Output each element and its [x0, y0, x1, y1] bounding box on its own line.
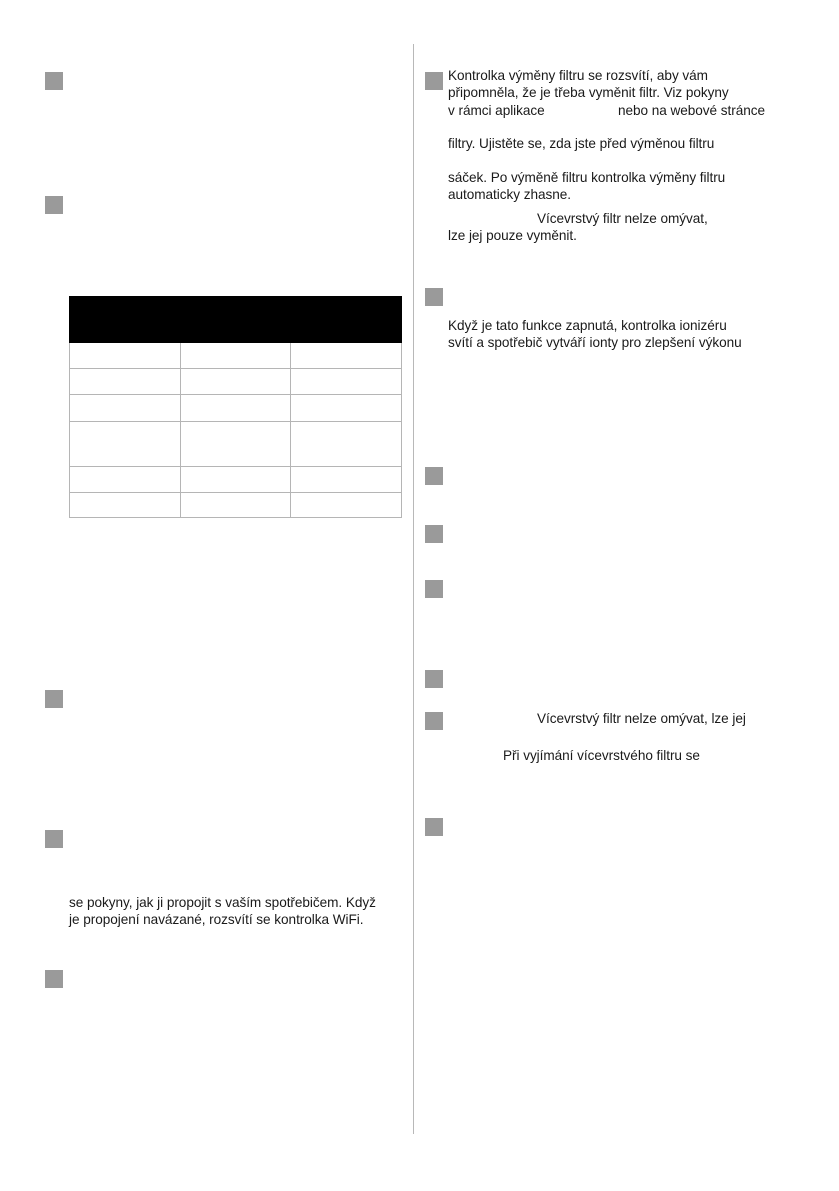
filter-paragraph-line: v rámci aplikace: [448, 103, 545, 118]
section-marker-right-6: [425, 670, 443, 688]
section-marker-right-5: [425, 580, 443, 598]
section-marker-left-2: [45, 196, 63, 214]
table-header-cell: [291, 297, 402, 343]
table-row: [70, 369, 402, 395]
section-marker-right-3: [425, 467, 443, 485]
column-divider: [413, 44, 414, 1134]
section-marker-right-8: [425, 818, 443, 836]
section-marker-right-2: [425, 288, 443, 306]
filter-paragraph-line: automaticky zhasne.: [448, 187, 571, 202]
table-header-cell: [70, 297, 181, 343]
filter-paragraph-line: sáček. Po výměně filtru kontrolka výměny filtru: [448, 170, 726, 185]
section-marker-left-5: [45, 970, 63, 988]
ionizer-paragraph-line: svítí a spotřebič vytváří ionty pro zlepšení výkonu: [448, 335, 742, 350]
section-marker-right-7: [425, 712, 443, 730]
filter-note-line: Při vyjímání vícevrstvého filtru se: [503, 748, 700, 763]
filter-paragraph-line: Kontrolka výměny filtru se rozsvítí, aby vám: [448, 68, 708, 83]
section-marker-right-1: [425, 72, 443, 90]
filter-paragraph-line: Vícevrstvý filtr nelze omývat,: [537, 211, 708, 226]
wifi-paragraph-line: je propojení navázané, rozsvítí se kontrolka WiFi.: [69, 912, 364, 927]
table-header-row: [70, 297, 402, 343]
spec-table: [69, 296, 402, 518]
table-row: [70, 343, 402, 369]
filter-paragraph-line: lze jej pouze vyměnit.: [448, 228, 577, 243]
table-row: [70, 492, 402, 517]
section-marker-left-1: [45, 72, 63, 90]
table-header-cell: [180, 297, 291, 343]
section-marker-right-4: [425, 525, 443, 543]
filter-note-line: Vícevrstvý filtr nelze omývat, lze jej: [537, 711, 746, 726]
wifi-paragraph-line: se pokyny, jak ji propojit s vaším spotřebičem. Když: [69, 895, 376, 910]
filter-paragraph-line: nebo na webové stránce: [618, 103, 766, 118]
table-row: [70, 395, 402, 421]
table-row: [70, 421, 402, 466]
filter-paragraph-line: filtry. Ujistěte se, zda jste před výměnou filtru: [448, 136, 715, 151]
section-marker-left-3: [45, 690, 63, 708]
table-row: [70, 466, 402, 492]
section-marker-left-4: [45, 830, 63, 848]
filter-paragraph-line: připomněla, že je třeba vyměnit filtr. Viz pokyny: [448, 85, 729, 100]
ionizer-paragraph-line: Když je tato funkce zapnutá, kontrolka ionizéru: [448, 318, 727, 333]
